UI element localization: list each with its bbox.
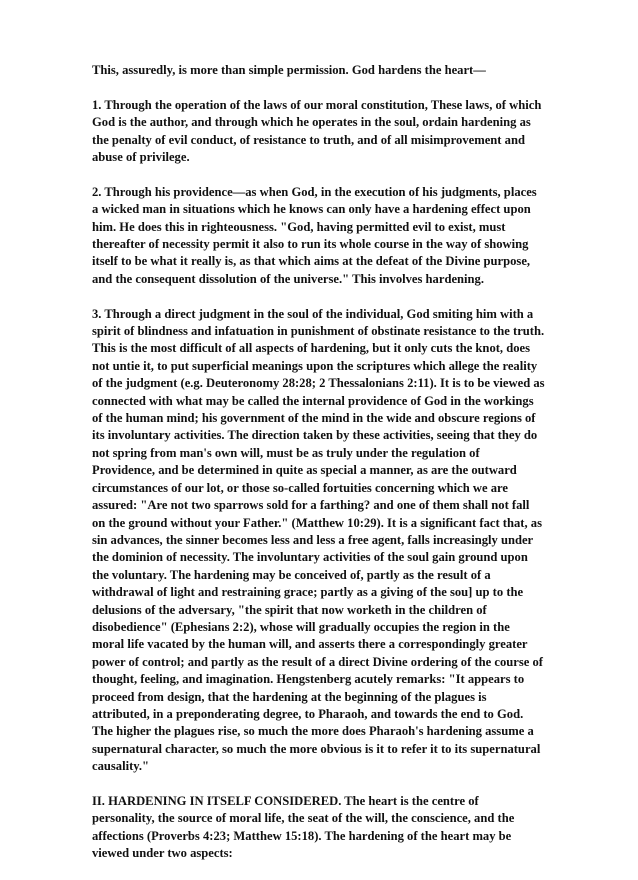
- point-3-paragraph: [92, 306, 548, 776]
- text-line: 3. Through a direct judgment in the soul of the individual, God smiting him with a: [92, 306, 534, 321]
- section-2-paragraph: [92, 793, 548, 863]
- text-line: 1. Through the operation of the laws of our moral constitution, These laws, of which: [92, 97, 542, 112]
- text-line: moral life vacated by the human will, and asserts there a correspondingly greater: [92, 637, 528, 652]
- text-line: of the judgment (e.g. Deuteronomy 28:28; 2 Thessalonians 2:11). It is to be viewed as: [92, 376, 545, 391]
- text-line: affections (Proverbs 4:23; Matthew 15:18). The hardening of the heart may be: [92, 828, 512, 843]
- text-line: and the consequent dissolution of the universe." This involves hardening.: [92, 271, 484, 286]
- text-line: 2. Through his providence—as when God, in the execution of his judgments, places: [92, 184, 537, 199]
- text-line: of the human mind; his government of the mind in the wide and obscure regions of: [92, 411, 536, 426]
- text-line: power of control; and partly as the result of a direct Divine ordering of the course of: [92, 654, 543, 669]
- text-line: the dominion of necessity. The involuntary activities of the soul gain ground upon: [92, 550, 528, 565]
- text-line: thereafter of necessity permit it also to run its whole course in the way of showing: [92, 237, 529, 252]
- text-line: spirit of blindness and infatuation in punishment of obstinate resistance to the truth.: [92, 324, 545, 339]
- text-line: The higher the plagues rise, so much the more does Pharaoh's hardening assume a: [92, 724, 534, 739]
- text-line: This, assuredly, is more than simple permission. God hardens the heart—: [92, 63, 486, 77]
- intro-paragraph: [92, 62, 548, 79]
- text-line: the penalty of evil conduct, of resistance to truth, and of all misimprovement and: [92, 132, 525, 147]
- text-line: the voluntary. The hardening may be conceived of, partly as the result of a: [92, 567, 491, 582]
- point-2-paragraph: [92, 184, 548, 288]
- text-line: withdrawal of light and restraining grace; partly as a giving of the sou] up to the: [92, 585, 524, 600]
- text-line: abuse of privilege.: [92, 150, 190, 165]
- text-line: proceed from design, that the hardening at the beginning of the plagues is: [92, 689, 487, 704]
- text-line: This is the most difficult of all aspects of hardening, but it only cuts the knot, does: [92, 341, 531, 356]
- point-1-paragraph: [92, 97, 548, 167]
- text-line: II. HARDENING IN ITSELF CONSIDERED. The heart is the centre of: [92, 794, 479, 808]
- text-line: sin advances, the sinner becomes less and less a free agent, falls increasingly under: [92, 532, 534, 547]
- text-line: not untie it, to put superficial meanings upon the scriptures which allege the reality: [92, 358, 538, 373]
- text-line: attributed, in a preponderating degree, to Pharaoh, and towards the end to God.: [92, 706, 524, 721]
- text-line: not spring from man's own will, must be as truly under the regulation of: [92, 445, 480, 460]
- text-line: disobedience" (Ephesians 2:2), whose will gradually occupies the region in the: [92, 619, 510, 634]
- text-line: him. He does this in righteousness. "God, having permitted evil to exist, must: [92, 219, 506, 234]
- text-line: a wicked man in situations which he knows can only have a hardening effect upon: [92, 202, 531, 217]
- text-line: Providence, and be determined in quite as special a manner, as are the outward: [92, 463, 517, 478]
- text-line: personality, the source of moral life, the seat of the will, the conscience, and the: [92, 811, 515, 826]
- text-line: thought, feeling, and imagination. Hengstenberg acutely remarks: "It appears to: [92, 672, 525, 687]
- text-line: viewed under two aspects:: [92, 846, 233, 861]
- text-line: supernatural character, so much the more obvious is it to refer it to its supernatural: [92, 741, 541, 756]
- text-line: on the ground without your Father." (Matthew 10:29). It is a significant fact that, as: [92, 515, 542, 530]
- text-line: causality.": [92, 759, 150, 774]
- text-line: delusions of the adversary, "the spirit that now worketh in the children of: [92, 602, 487, 617]
- text-line: God is the author, and through which he operates in the soul, ordain hardening as: [92, 115, 531, 130]
- text-line: itself to be what it really is, as that which aims at the defeat of the Divine purpose,: [92, 254, 531, 269]
- text-line: circumstances of our lot, or those so-called fortuities concerning which we are: [92, 480, 508, 495]
- text-line: its involuntary activities. The direction taken by these activities, seeing that they do: [92, 428, 538, 443]
- text-line: connected with what may be called the internal providence of God in the workings: [92, 393, 534, 408]
- text-line: assured: "Are not two sparrows sold for a farthing? and one of them shall not fall: [92, 498, 530, 513]
- document-page: [92, 62, 548, 880]
